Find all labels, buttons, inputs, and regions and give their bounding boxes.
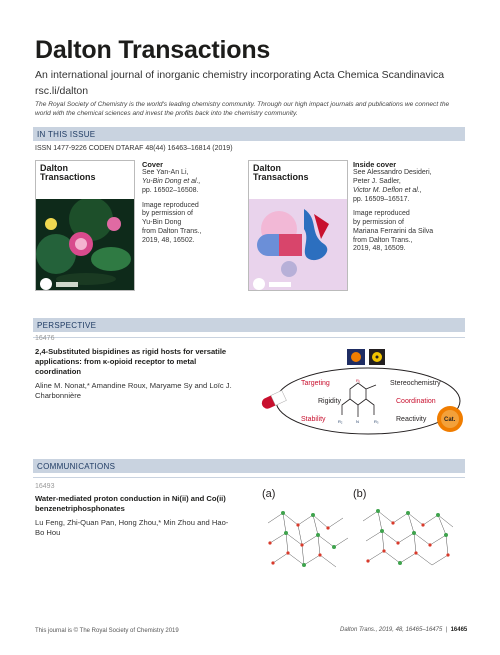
cover-description — [142, 160, 202, 245]
footer-separator: | — [443, 627, 449, 633]
communication-graphical-abstract — [258, 483, 463, 581]
svg-text:R₃: R₃ — [374, 419, 379, 424]
cover-artwork — [36, 199, 135, 291]
section-header-perspective: PERSPECTIVE — [33, 318, 465, 332]
crystal-structure-b — [363, 511, 453, 565]
footer-page-number: 16465 — [450, 627, 468, 633]
cover-title: Cover — [142, 160, 163, 169]
footer-citation: Dalton Trans., 2019, 48, 16465–16475 — [340, 627, 443, 633]
perspective-graphical-abstract — [258, 343, 468, 443]
section-divider — [33, 337, 465, 338]
graphic-label-coordination: Coordination — [396, 398, 436, 405]
graphic-label-reactivity: Reactivity — [396, 416, 427, 423]
journal-title: Dalton Transactions — [35, 36, 271, 64]
inside-cover-line: Peter J. Sadler, — [353, 178, 401, 185]
cover-credit-line: by permission of — [142, 210, 193, 218]
section-header-in-this-issue: IN THIS ISSUE — [33, 127, 465, 141]
cover-credit-line: Image reproduced — [142, 201, 199, 209]
crystal-structure-a — [268, 513, 348, 567]
svg-text:R₁: R₁ — [356, 378, 361, 383]
inside-cover-line: Victor M. Deflon et al., — [353, 186, 422, 194]
inside-cover-credit-line: Mariana Ferrarini da Silva — [353, 227, 434, 235]
graphic-label-targeting: Targeting — [301, 380, 330, 387]
journal-subtitle: An international journal of inorganic chemistry incorporating Acta Chemica Scandinavica — [35, 69, 445, 81]
cover-tagline — [40, 184, 130, 188]
cover-brand-line-1: Dalton — [40, 163, 68, 173]
cover-credit-line: Yu-Bin Dong — [142, 219, 182, 226]
cover-credit-line: from Dalton Trans., — [142, 227, 202, 235]
graphic-label-stability: Stability — [301, 416, 326, 423]
inside-cover-image[interactable] — [248, 160, 348, 291]
inside-cover-credit-line: by permission of — [353, 219, 404, 226]
bispidine-structure — [342, 383, 376, 417]
cover-masthead — [36, 161, 134, 199]
graphic-label-stereochemistry: Stereochemistry — [390, 380, 441, 387]
graphic-label-rigidity: Rigidity — [318, 398, 341, 405]
cover-line: Yu-Bin Dong et al., — [142, 178, 201, 185]
cover-brand-line-2: Transactions — [40, 171, 96, 182]
catalyst-label: Cat. — [444, 417, 456, 423]
perspective-authors: Aline M. Nonat,* Amandine Roux, Maryame Sy and Loïc J. Charbonnière — [35, 381, 232, 400]
communication-authors: Lu Feng, Zhi-Quan Pan, Hong Zhou,* Min Zhou and Hao-Bo Hou — [35, 518, 229, 537]
section-divider — [33, 477, 465, 478]
inside-cover-brand-line-2: Transactions — [253, 171, 309, 182]
inside-cover-line: See Alessandro Desideri, — [353, 169, 432, 177]
svg-text:R₂: R₂ — [338, 419, 343, 424]
footer-citation-block — [340, 627, 467, 633]
panel-label-a: (a) — [262, 488, 276, 500]
communication-page-number: 16493 — [35, 483, 55, 490]
inside-cover-artwork — [249, 199, 348, 291]
inside-cover-brand-line-1: Dalton — [253, 163, 281, 173]
svg-text:N: N — [356, 419, 359, 424]
panel-label-b: (b) — [353, 488, 367, 500]
inside-cover-credit-line: from Dalton Trans., — [353, 236, 413, 244]
inside-cover-masthead — [249, 161, 347, 199]
footer-copyright: This journal is © The Royal Society of Chemistry 2019 — [35, 628, 179, 634]
issn-line: ISSN 1477-9226 CODEN DTARAF 48(44) 16463–16814 (2019) — [35, 145, 233, 152]
inside-cover-credit-line: 2019, 48, 16509. — [353, 245, 406, 253]
inside-cover-credit-line: Image reproduced — [353, 210, 410, 218]
inside-cover-title: Inside cover — [353, 160, 397, 169]
cover-image[interactable] — [35, 160, 135, 291]
journal-website-link[interactable]: rsc.li/dalton — [35, 85, 89, 97]
inside-cover-line: pp. 16509–16517. — [353, 195, 410, 203]
perspective-article-title[interactable]: 2,4-Substituted bispidines as rigid hosts for versatile applications: from κ-opioid receptor to metal coordination — [35, 347, 227, 376]
perspective-page-number: 16476 — [35, 335, 55, 342]
inside-cover-description — [353, 160, 433, 254]
rsc-blurb: The Royal Society of Chemistry is the world's leading chemistry community. Through our high impact journals and publications we connect the world with the chemical sciences and invest the profits back into the chemistry community. — [35, 101, 450, 117]
cover-line: See Yan-An Li, — [142, 169, 189, 177]
cover-credit-line: 2019, 48, 16502. — [142, 236, 195, 244]
section-header-communications: COMMUNICATIONS — [33, 459, 465, 473]
pill-icon — [260, 390, 286, 410]
communication-article-title[interactable]: Water-mediated proton conduction in Ni(ii) and Co(ii) benzenetriphosphonates — [35, 494, 226, 513]
cover-line: pp. 16502–16508. — [142, 186, 199, 194]
